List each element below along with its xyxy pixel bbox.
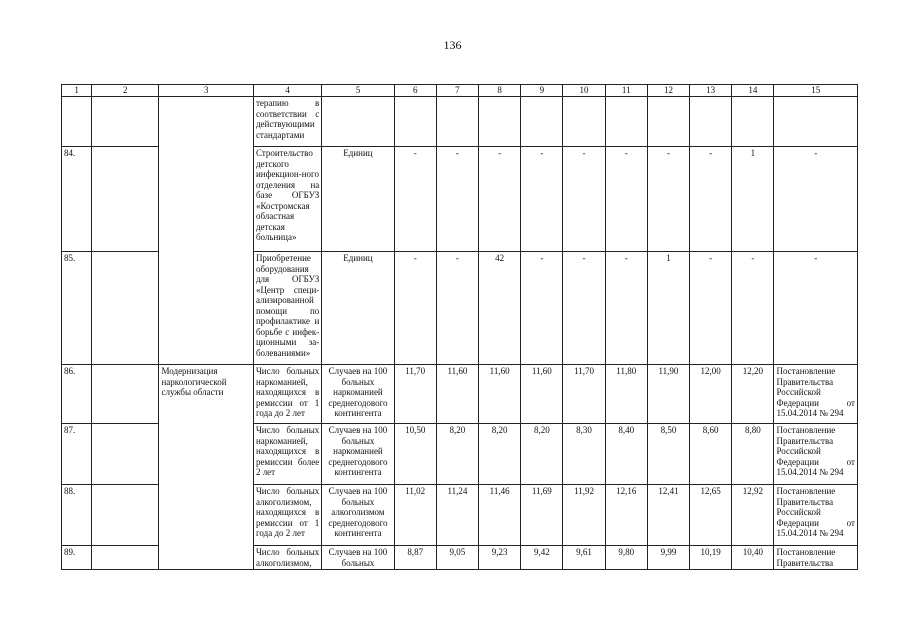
column-header: 15 xyxy=(774,85,858,97)
column-header: 12 xyxy=(647,85,689,97)
unit-cell: Единиц xyxy=(322,252,394,365)
basis-cell: Постановление Правительства Российской Федерации от 15.04.2014 № 294 xyxy=(774,365,858,424)
header-row xyxy=(62,85,858,97)
value-cell: 8,30 xyxy=(563,424,605,485)
value-cell: 1 xyxy=(732,147,774,252)
indicator-cell: Число больных алкоголизмом, xyxy=(253,546,321,570)
column-header: 13 xyxy=(690,85,732,97)
value-cell: - xyxy=(436,252,478,365)
value-cell xyxy=(479,97,521,147)
value-cell: - xyxy=(647,147,689,252)
row-number: 84. xyxy=(62,147,92,252)
unit-cell: Случаев на 100 больных наркоманией среднегодового контингента xyxy=(322,424,394,485)
section-cell: Модернизация наркологической службы области xyxy=(159,365,253,570)
value-cell xyxy=(521,97,563,147)
row-number: 89. xyxy=(62,546,92,570)
column-header: 8 xyxy=(479,85,521,97)
value-cell: 11,46 xyxy=(479,485,521,546)
value-cell: - xyxy=(732,252,774,365)
value-cell: 9,80 xyxy=(605,546,647,570)
value-cell: 42 xyxy=(479,252,521,365)
value-cell: 8,40 xyxy=(605,424,647,485)
value-cell: 8,20 xyxy=(436,424,478,485)
value-cell: 11,80 xyxy=(605,365,647,424)
value-cell: 12,41 xyxy=(647,485,689,546)
column-header: 4 xyxy=(253,85,321,97)
value-cell: 11,69 xyxy=(521,485,563,546)
column-header: 14 xyxy=(732,85,774,97)
empty-cell xyxy=(92,365,159,424)
value-cell: 10,50 xyxy=(394,424,436,485)
table-row xyxy=(62,97,858,147)
value-cell xyxy=(647,97,689,147)
indicators-table xyxy=(61,84,858,570)
value-cell: - xyxy=(521,252,563,365)
page-number: 136 xyxy=(443,38,462,52)
column-header: 2 xyxy=(92,85,159,97)
column-header: 11 xyxy=(605,85,647,97)
value-cell xyxy=(605,97,647,147)
value-cell: - xyxy=(563,147,605,252)
value-cell: - xyxy=(521,147,563,252)
value-cell: - xyxy=(690,147,732,252)
value-cell: 1 xyxy=(647,252,689,365)
value-cell: - xyxy=(394,252,436,365)
value-cell: 11,60 xyxy=(521,365,563,424)
indicator-cell: Приобретение оборудования для ОГБУЗ «Центр специ-ализированной помощи по профилактике и борьбе с инфек-ционными за-болеваниями» xyxy=(253,252,321,365)
indicator-cell: терапию в соответствии с действующими стандартами xyxy=(253,97,321,147)
value-cell xyxy=(690,97,732,147)
value-cell: - xyxy=(605,252,647,365)
basis-cell: Постановление Правительства Российской Федерации от 15.04.2014 № 294 xyxy=(774,424,858,485)
column-header: 9 xyxy=(521,85,563,97)
indicator-cell: Число больных алкоголизмом, находящихся в ремиссии от 1 года до 2 лет xyxy=(253,485,321,546)
column-header: 5 xyxy=(322,85,394,97)
value-cell: 11,60 xyxy=(436,365,478,424)
value-cell: 11,24 xyxy=(436,485,478,546)
value-cell: 12,92 xyxy=(732,485,774,546)
column-header: 10 xyxy=(563,85,605,97)
value-cell xyxy=(436,97,478,147)
value-cell: 12,65 xyxy=(690,485,732,546)
table-row xyxy=(62,365,858,424)
value-cell: 11,70 xyxy=(563,365,605,424)
value-cell: 8,20 xyxy=(521,424,563,485)
value-cell xyxy=(394,97,436,147)
basis-cell: - xyxy=(774,252,858,365)
value-cell: 8,60 xyxy=(690,424,732,485)
value-cell: - xyxy=(605,147,647,252)
row-number: 85. xyxy=(62,252,92,365)
basis-cell: - xyxy=(774,147,858,252)
value-cell: 9,42 xyxy=(521,546,563,570)
indicator-cell: Число больных наркоманией, находящихся в ремиссии от 1 года до 2 лет xyxy=(253,365,321,424)
unit-cell: Случаев на 100 больных xyxy=(322,546,394,570)
value-cell: 11,90 xyxy=(647,365,689,424)
row-number xyxy=(62,97,92,147)
unit-cell xyxy=(322,97,394,147)
empty-cell xyxy=(92,252,159,365)
basis-cell: Постановление Правительства Российской Федерации от 15.04.2014 № 294 xyxy=(774,485,858,546)
value-cell: 11,02 xyxy=(394,485,436,546)
value-cell: 9,99 xyxy=(647,546,689,570)
indicator-cell: Строительство детского инфекцион-ного отделения на базе ОГБУЗ «Костромская областная детская больница» xyxy=(253,147,321,252)
value-cell xyxy=(563,97,605,147)
basis-cell: Постановление Правительства xyxy=(774,546,858,570)
column-header: 7 xyxy=(436,85,478,97)
basis-cell xyxy=(774,97,858,147)
value-cell: 11,70 xyxy=(394,365,436,424)
value-cell: 10,19 xyxy=(690,546,732,570)
value-cell: 8,50 xyxy=(647,424,689,485)
section-cell xyxy=(159,97,253,365)
value-cell: 9,61 xyxy=(563,546,605,570)
column-header: 1 xyxy=(62,85,92,97)
value-cell: 12,20 xyxy=(732,365,774,424)
value-cell: - xyxy=(690,252,732,365)
value-cell: 9,05 xyxy=(436,546,478,570)
value-cell xyxy=(732,97,774,147)
value-cell: - xyxy=(394,147,436,252)
empty-cell xyxy=(92,97,159,147)
empty-cell xyxy=(92,424,159,485)
empty-cell xyxy=(92,546,159,570)
value-cell: 12,16 xyxy=(605,485,647,546)
value-cell: 11,60 xyxy=(479,365,521,424)
row-number: 87. xyxy=(62,424,92,485)
value-cell: 8,80 xyxy=(732,424,774,485)
indicator-cell: Число больных наркоманией, находящихся в ремиссии более 2 лет xyxy=(253,424,321,485)
value-cell: - xyxy=(436,147,478,252)
column-header: 6 xyxy=(394,85,436,97)
value-cell: 8,87 xyxy=(394,546,436,570)
value-cell: 11,92 xyxy=(563,485,605,546)
unit-cell: Случаев на 100 больных алкоголизмом среднегодового контингента xyxy=(322,485,394,546)
row-number: 88. xyxy=(62,485,92,546)
empty-cell xyxy=(92,147,159,252)
empty-cell xyxy=(92,485,159,546)
unit-cell: Единиц xyxy=(322,147,394,252)
unit-cell: Случаев на 100 больных наркоманией среднегодового контингента xyxy=(322,365,394,424)
value-cell: 12,00 xyxy=(690,365,732,424)
value-cell: 8,20 xyxy=(479,424,521,485)
value-cell: 10,40 xyxy=(732,546,774,570)
value-cell: - xyxy=(563,252,605,365)
value-cell: - xyxy=(479,147,521,252)
row-number: 86. xyxy=(62,365,92,424)
column-header: 3 xyxy=(159,85,253,97)
value-cell: 9,23 xyxy=(479,546,521,570)
